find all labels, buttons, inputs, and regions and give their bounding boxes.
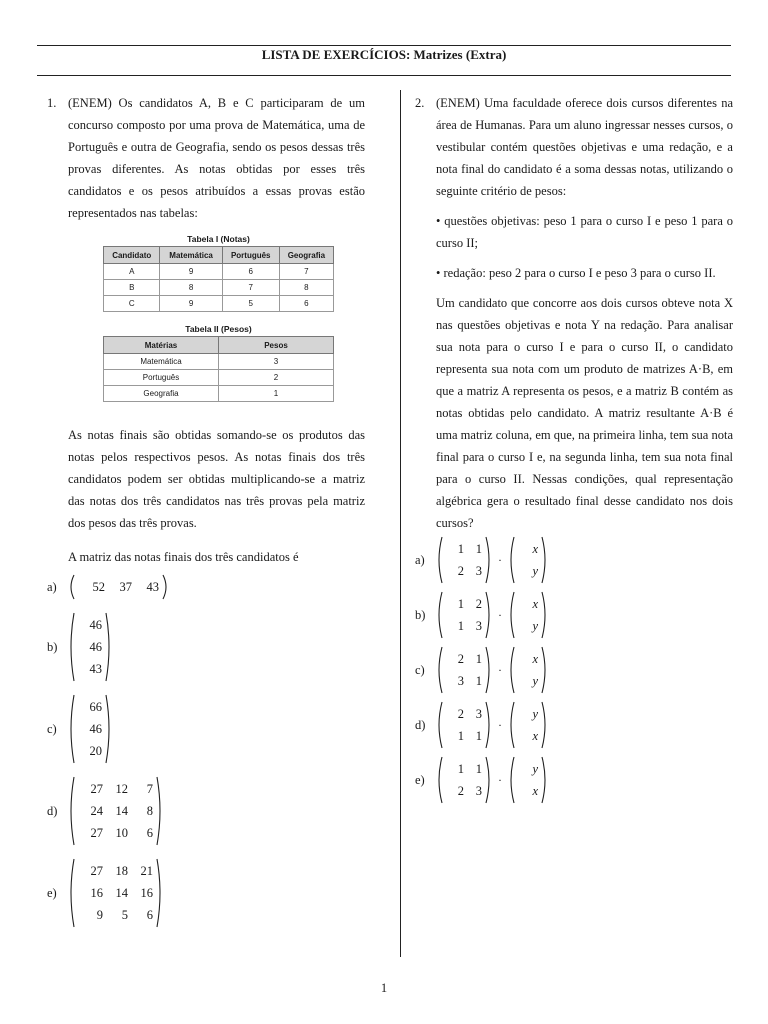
right-parenthesis xyxy=(162,574,169,600)
matrix-row xyxy=(78,614,102,636)
table-row xyxy=(104,386,334,402)
table-cell: Português xyxy=(104,370,219,386)
option-label: b) xyxy=(47,639,58,654)
matrix-cell: 14 xyxy=(115,886,128,900)
matrix-cell: 3 xyxy=(475,564,482,578)
table-header: Candidato xyxy=(104,247,160,264)
matrix-row xyxy=(446,703,482,725)
answer-option[interactable] xyxy=(415,591,733,639)
matrix-row xyxy=(518,703,538,725)
answer-option[interactable] xyxy=(47,694,365,764)
left-parenthesis xyxy=(508,536,515,584)
left-parenthesis xyxy=(68,574,75,600)
matrix xyxy=(508,536,548,584)
matrix-cell: 9 xyxy=(96,908,103,922)
page-title: LISTA DE EXERCÍCIOS: Matrizes (Extra) xyxy=(261,47,507,62)
table-header: Pesos xyxy=(219,337,334,354)
option-label: b) xyxy=(415,607,426,622)
answer-option[interactable] xyxy=(415,536,733,584)
matrix-cell: y xyxy=(532,762,538,776)
matrix xyxy=(508,646,548,694)
matrix-cell: 21 xyxy=(140,864,153,878)
matrix-cell: 46 xyxy=(89,640,102,654)
matrix-cell: 3 xyxy=(475,619,482,633)
matrix-row xyxy=(518,615,538,637)
answer-option[interactable] xyxy=(47,858,365,928)
matrix-cell: 1 xyxy=(457,542,464,556)
right-parenthesis xyxy=(485,536,492,584)
multiplication-dot: · xyxy=(498,662,502,677)
column-divider xyxy=(400,90,401,957)
matrix-cell: 2 xyxy=(457,784,464,798)
matrix xyxy=(68,694,112,764)
table-row xyxy=(104,264,334,280)
left-parenthesis xyxy=(436,536,443,584)
matrix-cell: 27 xyxy=(90,782,103,796)
matrix-row xyxy=(518,648,538,670)
matrix xyxy=(436,646,492,694)
matrix-row xyxy=(446,758,482,780)
table-caption: Tabela II (Pesos) xyxy=(185,324,252,334)
table-cell: C xyxy=(104,296,160,312)
page-number: 1 xyxy=(380,981,388,995)
matrix-cell: 3 xyxy=(457,674,464,688)
matrix-cell: 1 xyxy=(457,729,464,743)
matrix-cell: 43 xyxy=(146,580,159,594)
left-parenthesis xyxy=(436,701,443,749)
right-parenthesis xyxy=(485,591,492,639)
matrix-row xyxy=(446,648,482,670)
matrix-row xyxy=(446,538,482,560)
matrix-cell: 2 xyxy=(457,652,464,666)
matrix-cell: 1 xyxy=(457,619,464,633)
matrix-row xyxy=(518,560,538,582)
table-header: Português xyxy=(222,247,279,264)
matrix-cell: y xyxy=(532,674,538,688)
option-label: e) xyxy=(47,885,57,900)
matrix-cell: 7 xyxy=(146,782,153,796)
matrix-row xyxy=(518,593,538,615)
answer-option[interactable] xyxy=(47,574,365,600)
matrix-cell: 1 xyxy=(475,762,482,776)
right-parenthesis xyxy=(485,646,492,694)
table-header: Geografia xyxy=(279,247,333,264)
right-parenthesis xyxy=(541,756,548,804)
matrix-cell: 3 xyxy=(475,784,482,798)
left-parenthesis xyxy=(68,694,75,764)
answer-option[interactable] xyxy=(415,701,733,749)
matrix-cell: 27 xyxy=(90,864,103,878)
table-cell: 1 xyxy=(219,386,334,402)
matrix-cell: x xyxy=(532,542,538,556)
table-caption: Tabela I (Notas) xyxy=(187,234,250,244)
header-rule xyxy=(37,75,731,76)
right-parenthesis xyxy=(156,776,163,846)
table-cell: 2 xyxy=(219,370,334,386)
right-parenthesis xyxy=(541,536,548,584)
matrix xyxy=(68,612,112,682)
multiplication-dot: · xyxy=(498,772,502,787)
matrix-cell: 3 xyxy=(475,707,482,721)
table-cell: 6 xyxy=(222,264,279,280)
matrix-cell: 1 xyxy=(457,597,464,611)
matrix-cell: 66 xyxy=(89,700,102,714)
matrix-row xyxy=(446,780,482,802)
matrix xyxy=(68,776,163,846)
right-parenthesis xyxy=(485,756,492,804)
matrix-cell: 14 xyxy=(115,804,128,818)
right-parenthesis xyxy=(485,701,492,749)
matrix-row xyxy=(78,696,102,718)
top-rule xyxy=(37,45,731,46)
criteria-bullet: • redação: peso 2 para o curso I e peso 3 para o curso II. xyxy=(436,266,716,280)
matrix-cell: 5 xyxy=(121,908,128,922)
matrix-row xyxy=(518,758,538,780)
matrix-row xyxy=(518,780,538,802)
left-parenthesis xyxy=(68,776,75,846)
matrix-cell: 52 xyxy=(92,580,105,594)
table-cell: 9 xyxy=(160,296,222,312)
table-cell: A xyxy=(104,264,160,280)
question-2 xyxy=(415,92,733,804)
matrix-row xyxy=(78,800,153,822)
right-parenthesis xyxy=(105,612,112,682)
table-cell: 6 xyxy=(279,296,333,312)
matrix-cell: 1 xyxy=(475,729,482,743)
question-intro: (ENEM) Uma faculdade oferece dois cursos diferentes na área de Humanas. Para um aluno ingressar nesses cursos, o vestibular contém questões objetivas e uma redação, e a nota final do candidato é a soma dessas notas, utilizando o seguinte critério de pesos: xyxy=(436,96,733,198)
matrix-cell: 12 xyxy=(115,782,128,796)
matrix-row xyxy=(78,822,153,844)
left-parenthesis xyxy=(508,701,515,749)
matrix-cell: 6 xyxy=(146,826,153,840)
question-intro: (ENEM) Os candidatos A, B e C participaram de um concurso composto por uma prova de Matemática, uma de Português e outra de Geografia, sendo os pesos dessas três provas diferentes. As notas obtidas por esses três candidatos e os pesos atribuídos a essas provas estão representados nas tabelas: xyxy=(68,96,365,220)
matrix-cell: 37 xyxy=(119,580,132,594)
matrix-cell: y xyxy=(532,707,538,721)
right-parenthesis xyxy=(541,646,548,694)
matrix xyxy=(436,536,492,584)
matrix-cell: 8 xyxy=(146,804,153,818)
option-label: d) xyxy=(47,803,58,818)
matrix xyxy=(436,591,492,639)
matrix xyxy=(68,858,163,928)
table-header: Matérias xyxy=(104,337,219,354)
matrix-cell: 46 xyxy=(89,722,102,736)
table-cell: B xyxy=(104,280,160,296)
matrix-cell: 2 xyxy=(457,707,464,721)
right-parenthesis xyxy=(541,701,548,749)
question-prompt: A matriz das notas finais dos três candidatos é xyxy=(68,550,299,564)
option-label: d) xyxy=(415,717,426,732)
matrix-cell: 1 xyxy=(475,542,482,556)
question-number: 1. xyxy=(47,96,57,110)
question-1 xyxy=(47,92,365,928)
matrix-row xyxy=(518,670,538,692)
matrix-cell: 24 xyxy=(90,804,103,818)
matrix xyxy=(508,591,548,639)
option-label: e) xyxy=(415,772,425,787)
matrix-cell: x xyxy=(532,784,538,798)
answer-option[interactable] xyxy=(415,756,733,804)
answer-option[interactable] xyxy=(415,646,733,694)
table-header: Matemática xyxy=(160,247,222,264)
answer-option[interactable] xyxy=(47,776,365,846)
table-cell: 9 xyxy=(160,264,222,280)
matrix-row xyxy=(78,860,153,882)
left-parenthesis xyxy=(436,646,443,694)
multiplication-dot: · xyxy=(498,717,502,732)
matrix-cell: 6 xyxy=(146,908,153,922)
answer-option[interactable] xyxy=(47,612,365,682)
matrix xyxy=(436,756,492,804)
matrix-row xyxy=(446,615,482,637)
table-pesos xyxy=(103,324,334,402)
left-parenthesis xyxy=(436,591,443,639)
table-cell: Geografia xyxy=(104,386,219,402)
question-paragraph: As notas finais são obtidas somando-se os produtos das notas pelos respectivos pesos. As notas finais dos três candidatos podem ser obtidas multiplicando-se a matriz das notas dos três candidatos nas três provas pela matriz dos pesos das três provas. xyxy=(68,428,365,530)
left-parenthesis xyxy=(508,646,515,694)
answer-options xyxy=(47,574,365,928)
matrix xyxy=(508,756,548,804)
matrix-cell: 2 xyxy=(457,564,464,578)
matrix xyxy=(508,701,548,749)
table-cell: 8 xyxy=(160,280,222,296)
table-row xyxy=(104,296,334,312)
matrix-row xyxy=(78,778,153,800)
left-parenthesis xyxy=(508,756,515,804)
matrix-cell: 46 xyxy=(89,618,102,632)
matrix-row xyxy=(78,904,153,926)
table-row xyxy=(104,280,334,296)
matrix-row xyxy=(78,658,102,680)
matrix-cell: 27 xyxy=(90,826,103,840)
right-parenthesis xyxy=(105,694,112,764)
matrix-row xyxy=(518,538,538,560)
matrix xyxy=(436,701,492,749)
matrix-cell: x xyxy=(532,729,538,743)
matrix-row xyxy=(78,718,102,740)
answer-options xyxy=(415,536,733,804)
matrix-row xyxy=(446,593,482,615)
multiplication-dot: · xyxy=(498,607,502,622)
left-parenthesis xyxy=(508,591,515,639)
criteria-bullet: • questões objetivas: peso 1 para o curso I e peso 1 para o curso II; xyxy=(436,214,733,250)
matrix-cell: 1 xyxy=(457,762,464,776)
table-cell: 7 xyxy=(222,280,279,296)
table-cell: Matemática xyxy=(104,354,219,370)
matrix-cell: y xyxy=(532,619,538,633)
matrix-cell: 1 xyxy=(475,652,482,666)
matrix-row xyxy=(78,740,102,762)
option-label: c) xyxy=(47,721,57,736)
right-parenthesis xyxy=(541,591,548,639)
table-cell: 8 xyxy=(279,280,333,296)
matrix-row xyxy=(78,882,153,904)
table-row xyxy=(104,354,334,370)
matrix-cell: 43 xyxy=(89,662,102,676)
matrix-row xyxy=(78,576,159,598)
left-parenthesis xyxy=(68,858,75,928)
option-label: a) xyxy=(47,579,57,594)
table-cell: 5 xyxy=(222,296,279,312)
multiplication-dot: · xyxy=(498,552,502,567)
matrix-cell: x xyxy=(532,597,538,611)
option-label: a) xyxy=(415,552,425,567)
matrix-row xyxy=(446,560,482,582)
left-parenthesis xyxy=(68,612,75,682)
matrix xyxy=(68,574,169,600)
table-cell: 7 xyxy=(279,264,333,280)
matrix-cell: 16 xyxy=(90,886,103,900)
matrix-row xyxy=(446,670,482,692)
table-row xyxy=(104,370,334,386)
matrix-cell: x xyxy=(532,652,538,666)
matrix-row xyxy=(78,636,102,658)
matrix-row xyxy=(446,725,482,747)
matrix-cell: 2 xyxy=(475,597,482,611)
matrix-cell: 20 xyxy=(89,744,102,758)
matrix-cell: 10 xyxy=(115,826,128,840)
question-paragraph: Um candidato que concorre aos dois cursos obteve nota X nas questões objetivas e nota Y na redação. Para analisar sua nota para o curso I e para o curso II, o candidato representa sua nota com um produto de matrizes A·B, em que a matriz A representa os pesos, e a matriz B contém as notas obtidas pelo candidato. A matriz resultante A·B é uma matriz coluna, em que, na primeira linha, tem sua nota final para o curso I e, na segunda linha, tem sua nota final para o curso II. Nessas condições, qual representação algébrica gera o resultado final desse candidato nos dois cursos? xyxy=(436,296,733,530)
table-notas xyxy=(103,234,334,312)
matrix-cell: 16 xyxy=(140,886,153,900)
right-parenthesis xyxy=(156,858,163,928)
left-parenthesis xyxy=(436,756,443,804)
matrix-cell: y xyxy=(532,564,538,578)
matrix-row xyxy=(518,725,538,747)
option-label: c) xyxy=(415,662,425,677)
matrix-cell: 18 xyxy=(115,864,128,878)
table-cell: 3 xyxy=(219,354,334,370)
matrix-cell: 1 xyxy=(475,674,482,688)
question-number: 2. xyxy=(415,96,425,110)
